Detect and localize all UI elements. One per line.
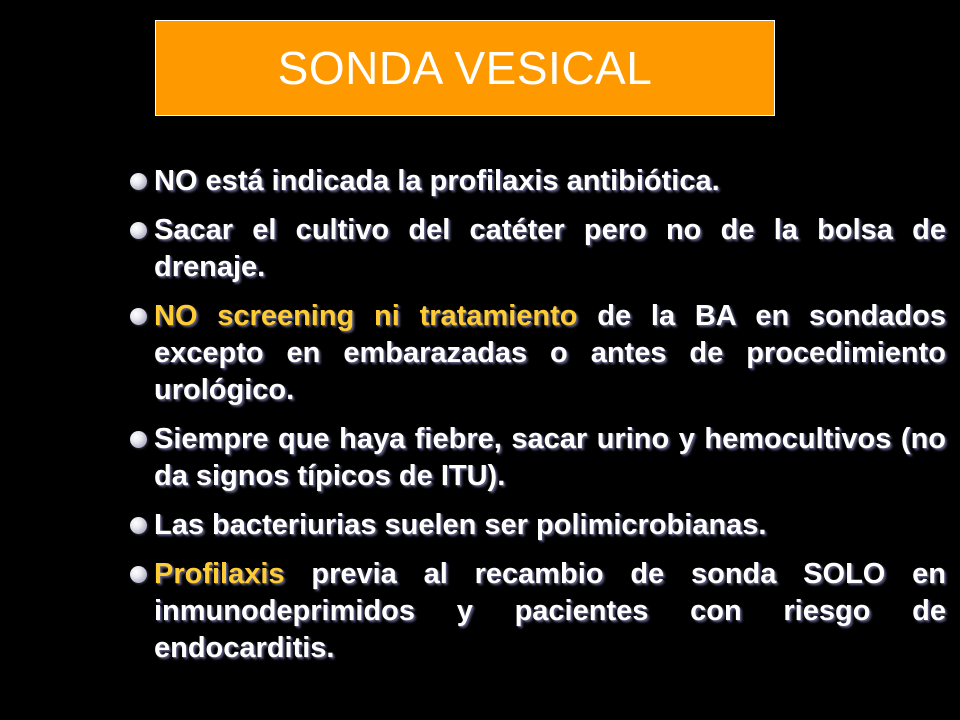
bullet-text: NO está indicada la profilaxis antibiótica. bbox=[154, 165, 720, 197]
bullet-highlight: Profilaxis bbox=[154, 558, 285, 590]
bullet-list bbox=[128, 163, 946, 679]
bullet-text: Siempre que haya fiebre, sacar urino y hemocultivos (no da signos típicos de ITU). bbox=[154, 423, 946, 492]
bullet-item bbox=[128, 163, 946, 200]
bullet-highlight: NO screening ni tratamiento bbox=[154, 300, 578, 332]
bullet-text: previa al recambio de sonda SOLO en inmunodeprimidos y pacientes con riesgo de endocarditis. bbox=[154, 558, 946, 664]
bullet-item bbox=[128, 421, 946, 495]
title-box bbox=[155, 20, 775, 116]
bullet-text: Las bacteriurias suelen ser polimicrobianas. bbox=[154, 509, 767, 541]
bullet-dot-icon bbox=[130, 566, 147, 583]
slide-title: SONDA VESICAL bbox=[277, 42, 653, 94]
bullet-item bbox=[128, 212, 946, 286]
bullet-dot-icon bbox=[130, 173, 147, 190]
bullet-text: Sacar el cultivo del catéter pero no de la bolsa de drenaje. bbox=[154, 214, 946, 283]
bullet-item bbox=[128, 298, 946, 409]
bullet-item bbox=[128, 556, 946, 667]
bullet-dot-icon bbox=[130, 517, 147, 534]
bullet-text: de la BA en sondados excepto en embarazadas o antes de procedimiento urológico. bbox=[154, 300, 946, 406]
bullet-dot-icon bbox=[130, 222, 147, 239]
bullet-dot-icon bbox=[130, 308, 147, 325]
bullet-item bbox=[128, 507, 946, 544]
bullet-dot-icon bbox=[130, 431, 147, 448]
